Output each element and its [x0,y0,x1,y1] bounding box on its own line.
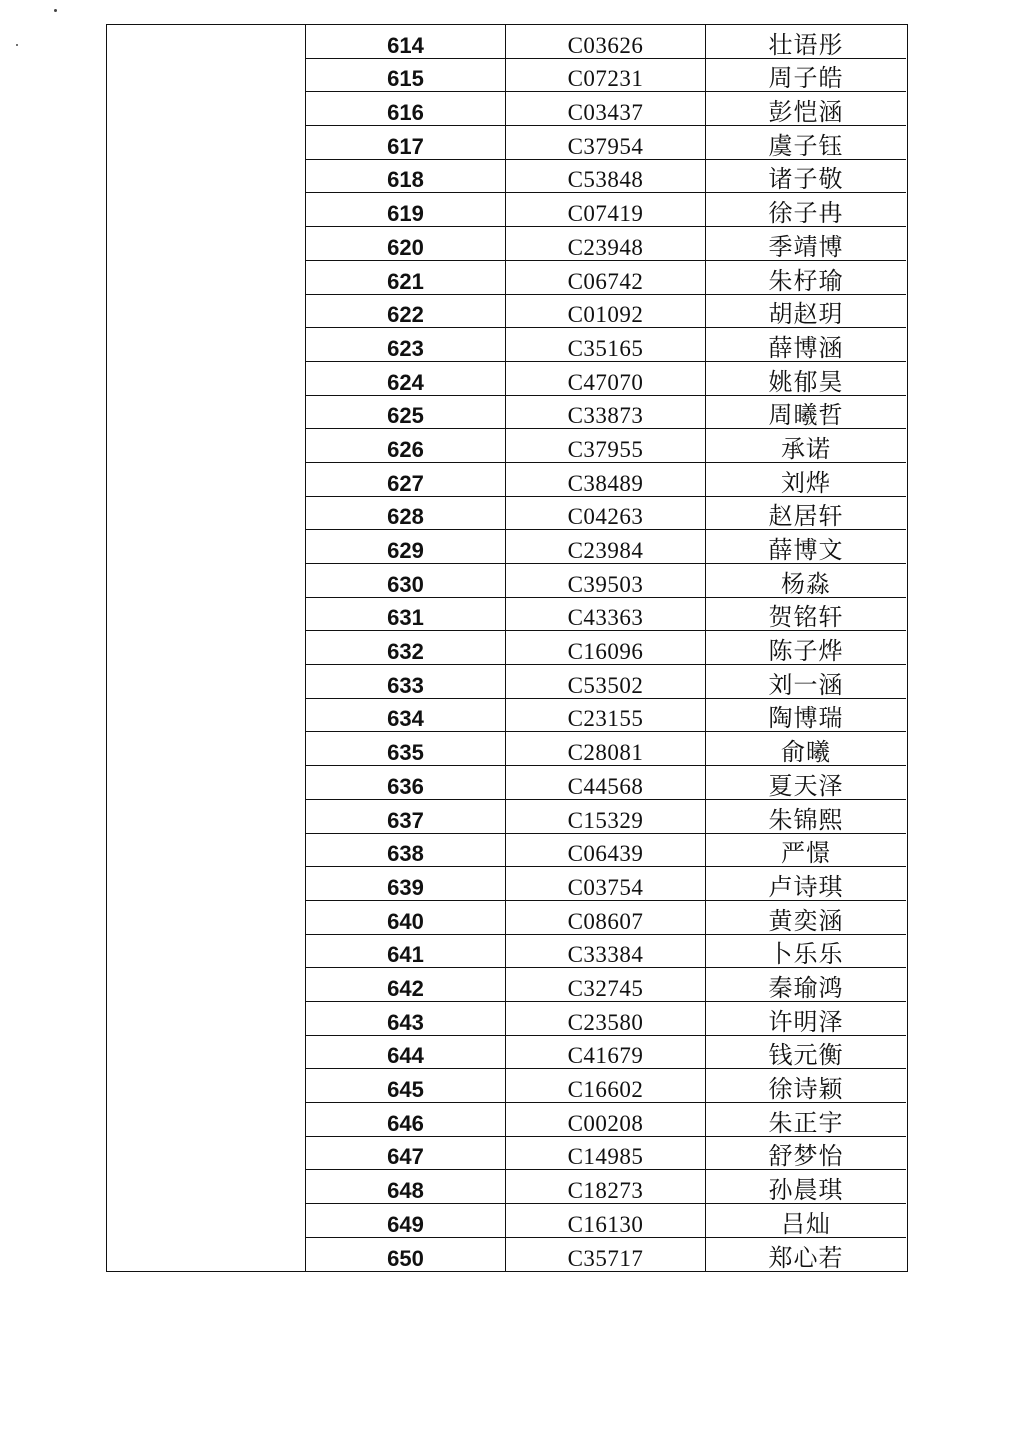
name-cell: 陈子烨 [768,637,844,666]
row-number-cell: 621 [306,261,506,294]
row-number-cell: 648 [306,1170,506,1203]
name-cell: 陶博瑞 [768,704,844,733]
name-cell: 彭恺涵 [768,98,844,127]
name-cell: 壮语彤 [768,30,844,59]
row-number-cell: 646 [306,1103,506,1136]
table-row [306,1137,906,1171]
candidate-code-cell: C23580 [506,1002,706,1035]
name-cell: 薛博文 [768,536,844,564]
table-row [306,463,906,497]
table-row [306,1069,906,1103]
name-cell: 朱正宇 [768,1108,844,1137]
candidate-code-cell: C53502 [506,665,706,698]
candidate-code-cell: C23948 [506,227,706,260]
name-cell: 俞曦 [781,738,831,767]
table-row [306,328,906,362]
row-number-cell: 614 [306,25,506,58]
candidate-code-cell: C35165 [506,328,706,361]
candidate-code-cell: C33873 [506,396,706,429]
row-number-cell: 622 [306,295,506,328]
name-cell: 胡赵玥 [768,300,844,329]
name-cell: 黄奕涵 [768,906,844,935]
merged-empty-column [107,25,306,1271]
row-number-cell: 644 [306,1036,506,1069]
name-cell: 徐子冉 [768,199,844,228]
table-row [306,1170,906,1204]
row-number-cell: 635 [306,732,506,765]
row-number-cell: 638 [306,834,506,867]
name-cell: 徐诗颖 [768,1075,844,1103]
candidate-code-cell: C15329 [506,800,706,833]
candidate-code-cell: C28081 [506,732,706,765]
table-row [306,497,906,531]
table-row [306,429,906,463]
name-cell: 姚郁昊 [768,367,844,396]
row-number-cell: 629 [306,530,506,563]
table-row [306,665,906,699]
row-number-cell: 616 [306,92,506,125]
candidate-code-cell: C01092 [506,295,706,328]
row-number-cell: 627 [306,463,506,496]
table-row [306,1238,906,1272]
table-row [306,126,906,160]
row-number-cell: 640 [306,901,506,934]
row-number-cell: 623 [306,328,506,361]
candidate-code-cell: C23984 [506,530,706,563]
candidate-code-cell: C37954 [506,126,706,159]
table-row [306,699,906,733]
row-number-cell: 624 [306,362,506,395]
row-number-cell: 618 [306,160,506,193]
row-number-cell: 649 [306,1204,506,1237]
table-row [306,901,906,935]
table-body [306,25,906,1271]
candidate-code-cell: C08607 [506,901,706,934]
candidate-code-cell: C23155 [506,699,706,732]
candidate-code-cell: C53848 [506,160,706,193]
name-cell: 严憬 [781,839,831,868]
candidate-code-cell: C04263 [506,497,706,530]
table-row [306,92,906,126]
candidate-code-cell: C03754 [506,867,706,900]
row-number-cell: 642 [306,968,506,1001]
candidate-code-cell: C18273 [506,1170,706,1203]
table-row [306,1103,906,1137]
candidate-code-cell: C16130 [506,1204,706,1237]
table-row [306,1002,906,1036]
table-row [306,766,906,800]
name-cell: 朱杍瑜 [768,266,844,295]
row-number-cell: 636 [306,766,506,799]
table-row [306,732,906,766]
name-cell: 朱锦熙 [768,805,844,834]
name-cell: 薛博涵 [768,333,844,362]
row-number-cell: 641 [306,935,506,968]
candidate-code-cell: C07419 [506,193,706,226]
candidate-code-cell: C03626 [506,25,706,58]
candidate-code-cell: C38489 [506,463,706,496]
candidate-code-cell: C00208 [506,1103,706,1136]
table-row [306,362,906,396]
name-cell: 孙晨琪 [768,1176,844,1205]
candidate-code-cell: C35717 [506,1238,706,1272]
name-cell: 赵居轩 [768,502,844,531]
row-number-cell: 639 [306,867,506,900]
row-number-cell: 632 [306,631,506,664]
table-row [306,1204,906,1238]
table-row [306,25,906,59]
scan-speck [16,44,18,46]
name-cell: 卢诗琪 [768,872,844,901]
name-cell: 刘一涵 [768,670,844,699]
row-number-cell: 615 [306,59,506,92]
table-row [306,631,906,665]
row-number-cell: 634 [306,699,506,732]
row-number-cell: 628 [306,497,506,530]
candidate-code-cell: C47070 [506,362,706,395]
row-number-cell: 633 [306,665,506,698]
name-cell: 卜乐乐 [768,940,844,969]
candidate-code-cell: C32745 [506,968,706,1001]
name-cell: 刘烨 [781,468,831,497]
table-row [306,193,906,227]
name-cell: 吕灿 [781,1209,831,1238]
table-row [306,867,906,901]
row-number-cell: 626 [306,429,506,462]
scan-speck [54,9,57,12]
row-number-cell: 650 [306,1238,506,1272]
name-cell: 秦瑜鸿 [768,973,844,1002]
name-cell: 许明泽 [768,1007,844,1036]
row-number-cell: 625 [306,396,506,429]
candidate-code-cell: C07231 [506,59,706,92]
row-number-cell: 645 [306,1069,506,1102]
table-row [306,261,906,295]
name-cell: 承诺 [781,434,831,463]
name-cell: 周子皓 [768,64,844,93]
candidate-code-cell: C44568 [506,766,706,799]
name-cell: 诸子敬 [768,165,844,194]
table-row [306,598,906,632]
candidate-code-cell: C16602 [506,1069,706,1102]
candidate-code-cell: C41679 [506,1036,706,1069]
row-number-cell: 643 [306,1002,506,1035]
row-number-cell: 617 [306,126,506,159]
table-row [306,564,906,598]
name-cell: 舒梦怡 [768,1142,844,1171]
candidate-code-cell: C37955 [506,429,706,462]
name-cell: 郑心若 [768,1244,844,1273]
table-row [306,834,906,868]
table-row [306,800,906,834]
row-number-cell: 631 [306,598,506,631]
table-row [306,1036,906,1070]
table-row [306,160,906,194]
roster-table [106,24,908,1272]
candidate-code-cell: C43363 [506,598,706,631]
name-cell: 夏天泽 [768,771,844,800]
candidate-code-cell: C14985 [506,1137,706,1170]
name-cell: 周曦哲 [768,401,844,430]
row-number-cell: 619 [306,193,506,226]
row-number-cell: 630 [306,564,506,597]
candidate-code-cell: C06742 [506,261,706,294]
table-row [306,968,906,1002]
table-row [306,227,906,261]
name-cell: 杨淼 [781,569,831,598]
name-cell: 虞子钰 [768,131,844,160]
candidate-code-cell: C39503 [506,564,706,597]
name-cell: 季靖博 [768,232,844,261]
candidate-code-cell: C16096 [506,631,706,664]
name-cell: 贺铭轩 [768,603,844,632]
candidate-code-cell: C03437 [506,92,706,125]
table-row [306,396,906,430]
name-cell: 钱元衡 [768,1041,844,1070]
row-number-cell: 620 [306,227,506,260]
table-row [306,935,906,969]
candidate-code-cell: C33384 [506,935,706,968]
row-number-cell: 637 [306,800,506,833]
row-number-cell: 647 [306,1137,506,1170]
candidate-code-cell: C06439 [506,834,706,867]
table-row [306,530,906,564]
table-row [306,295,906,329]
table-row [306,59,906,93]
